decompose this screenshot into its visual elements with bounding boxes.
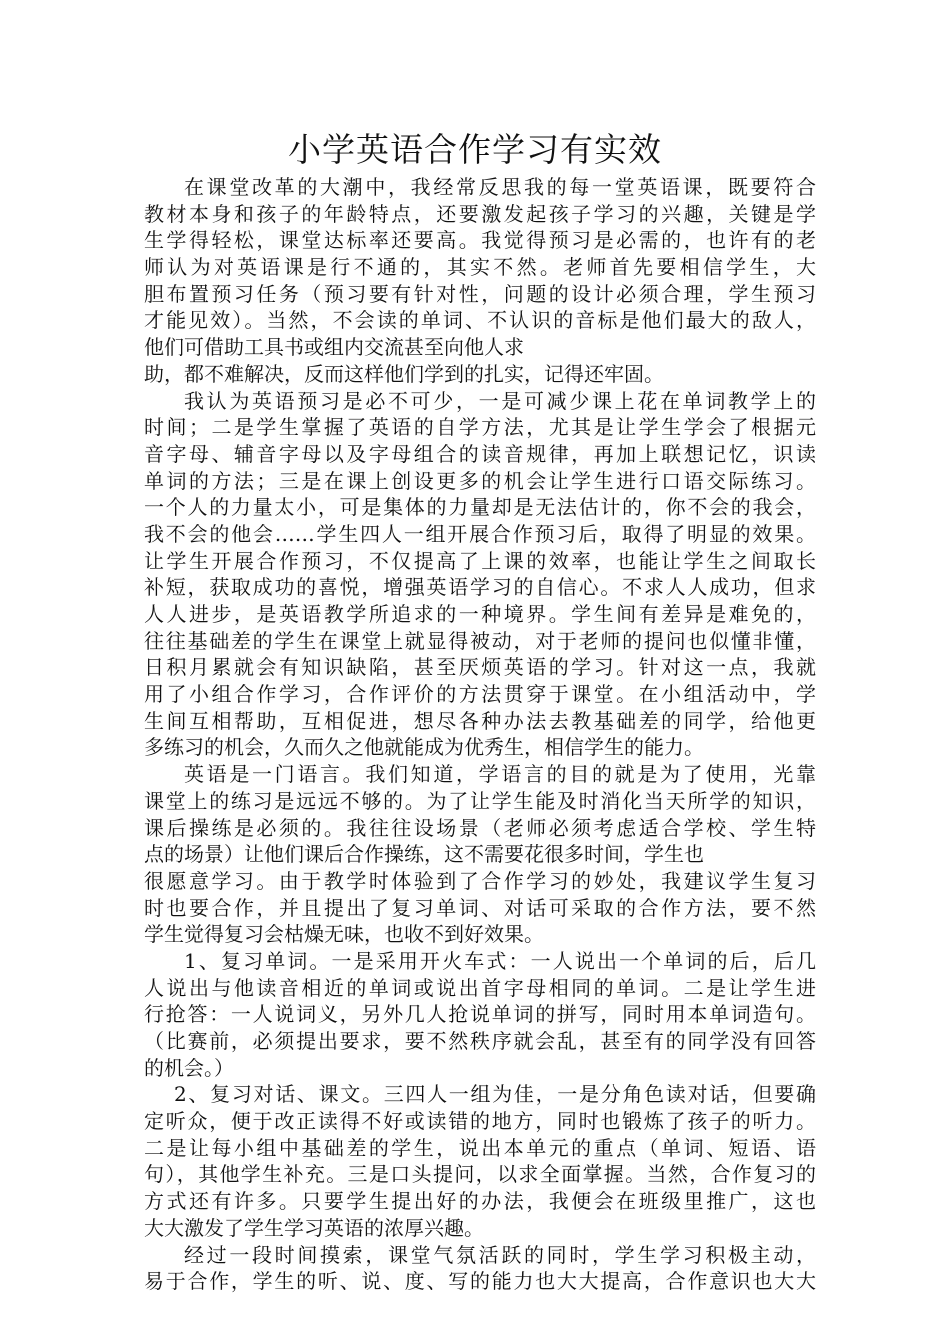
text-line: 时也要合作，并且提出了复习单词、对话可采取的合作方法，要不然	[144, 895, 816, 920]
text-line: 助，都不难解决，反而这样他们学到的扎实，记得还牢固。	[144, 361, 664, 386]
text-line: 学生觉得复习会枯燥无味，也收不到好效果。	[144, 922, 544, 947]
text-line: 人人进步，是英语教学所追求的一种境界。学生间有差异是难免的，	[144, 602, 816, 626]
text-line: 课后操练是必须的。我往往设场景（老师必须考虑适合学校、学生特	[144, 815, 816, 840]
text-line: 时间；二是学生掌握了英语的自学方法，尤其是让学生学会了根据元	[144, 415, 816, 440]
text-line: 教材本身和孩子的年龄特点，还要激发起孩子学习的兴趣，关键是学	[144, 201, 816, 226]
text-line: （比赛前，必须提出要求，要不然秩序就会乱，甚至有的同学没有回答	[144, 1029, 816, 1053]
text-line: 二是让每小组中基础差的学生，说出本单元的重点（单词、短语、语	[144, 1135, 816, 1160]
text-line: 经过一段时间摸索，课堂气氛活跃的同时，学生学习积极主动，	[184, 1242, 816, 1267]
text-line: 点的场景）让他们课后合作操练，这不需要花很多时间，学生也	[144, 842, 704, 867]
text-line: 生学得轻松，课堂达标率还要高。我觉得预习是必需的，也许有的老	[144, 228, 816, 253]
text-line: 他们可借助工具书或组内交流甚至向他人求	[144, 335, 524, 360]
text-line: 胆布置预习任务（预习要有针对性，问题的设计必须合理，学生预习	[144, 281, 816, 306]
text-line: 我不会的他会……学生四人一组开展合作预习后，取得了明显的效果。	[144, 521, 816, 546]
text-line: 让学生开展合作预习，不仅提高了上课的效率，也能让学生之间取长	[144, 548, 816, 573]
text-line: 大大激发了学生学习英语的浓厚兴趣。	[144, 1215, 484, 1240]
text-line: 句），其他学生补充。三是口头提问，以求全面掌握。当然，合作复习的	[144, 1162, 816, 1187]
text-line: 2、复习对话、课文。三四人一组为佳，一是分角色读对话，但要确	[174, 1082, 816, 1107]
text-line: 很愿意学习。由于教学时体验到了合作学习的妙处，我建议学生复习	[144, 868, 816, 893]
text-line: 我认为英语预习是必不可少，一是可减少课上花在单词教学上的	[184, 388, 816, 413]
text-line: 师认为对英语课是行不通的，其实不然。老师首先要相信学生，大	[144, 255, 816, 280]
text-line: 才能见效）。当然，不会读的单词、不认识的音标是他们最大的敌人，	[144, 308, 816, 333]
text-line: 英语是一门语言。我们知道，学语言的目的就是为了使用，光靠	[184, 762, 816, 787]
text-line: 的机会。）	[144, 1055, 234, 1080]
text-line: 易于合作，学生的听、说、度、写的能力也大大提高，合作意识也大大	[144, 1269, 816, 1294]
text-line: 用了小组合作学习，合作评价的方法贯穿于课堂。在小组活动中，学	[144, 682, 816, 707]
text-line: 往往基础差的学生在课堂上就显得被动，对于老师的提问也似懂非懂，	[144, 628, 816, 653]
document-body	[144, 174, 816, 1295]
text-line: 多练习的机会，久而久之他就能成为优秀生，相信学生的能力。	[144, 735, 704, 760]
text-line: 日积月累就会有知识缺陷，甚至厌烦英语的学习。针对这一点，我就	[144, 655, 816, 680]
document-title: 小学英语合作学习有实效	[288, 130, 662, 169]
text-line: 生间互相帮助，互相促进，想尽各种办法去教基础差的同学，给他更	[144, 708, 816, 733]
text-line: 单词的方法；三是在课上创设更多的机会让学生进行口语交际练习。	[144, 468, 816, 493]
text-line: 定听众，便于改正读得不好或读错的地方，同时也锻炼了孩子的听力。	[144, 1109, 816, 1134]
text-line: 方式还有许多。只要学生提出好的办法，我便会在班级里推广，这也	[144, 1189, 816, 1214]
text-line: 补短，获取成功的喜悦，增强英语学习的自信心。不求人人成功，但求	[144, 575, 816, 600]
text-line: 一个人的力量太小，可是集体的力量却是无法估计的，你不会的我会，	[144, 495, 816, 520]
text-line: 课堂上的练习是远远不够的。为了让学生能及时消化当天所学的知识，	[144, 788, 816, 813]
text-line: 人说出与他读音相近的单词或说出首字母相同的单词。二是让学生进	[144, 975, 816, 1000]
text-line: 音字母、辅音字母以及字母组合的读音规律，再加上联想记忆，识读	[144, 441, 816, 466]
text-line: 行抢答：一人说词义，另外几人抢说单词的拼写，同时用本单词造句。	[144, 1002, 816, 1027]
text-line: 1、复习单词。一是采用开火车式：一人说出一个单词的后，后几	[184, 948, 816, 973]
text-line: 在课堂改革的大潮中，我经常反思我的每一堂英语课，既要符合	[184, 175, 816, 199]
